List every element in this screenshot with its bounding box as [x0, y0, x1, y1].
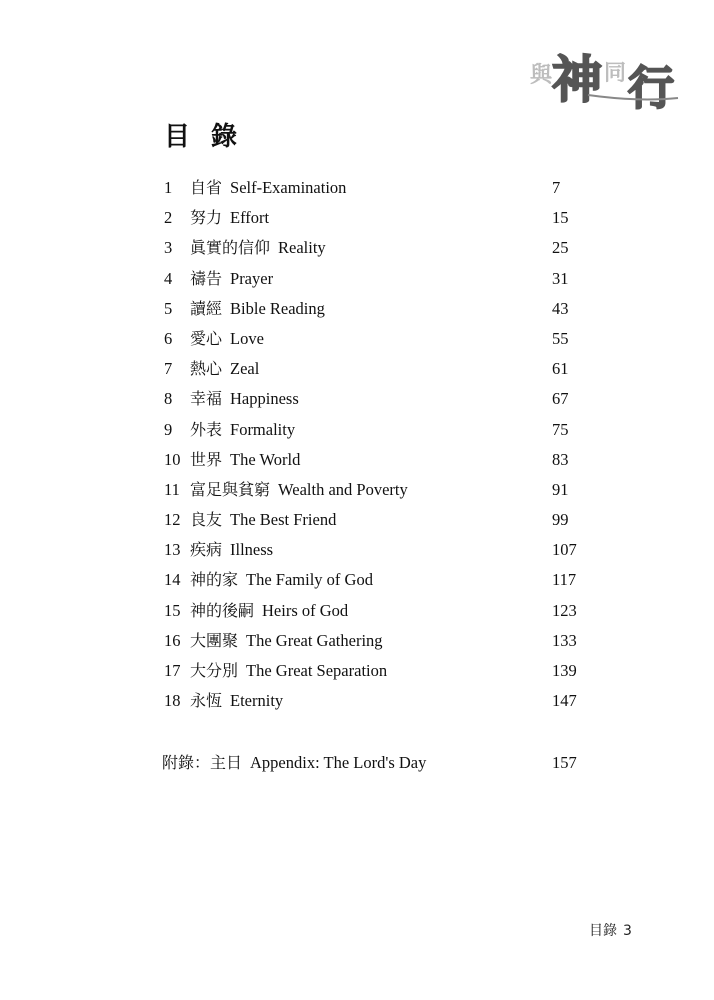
- entry-page: 91: [552, 479, 569, 499]
- toc-entry: [164, 297, 604, 327]
- entry-title-zh: 疾病: [190, 540, 223, 560]
- footer-label: 目錄: [589, 923, 617, 939]
- entry-title-zh: 大分別: [190, 661, 239, 680]
- entry-title-en: Love: [230, 328, 264, 348]
- toc-entry: [164, 357, 604, 387]
- page-footer: [589, 920, 632, 940]
- appendix-entry: [162, 751, 602, 777]
- entry-number: 5: [164, 298, 173, 318]
- entry-page: 15: [552, 208, 569, 228]
- toc-entry: [164, 478, 604, 508]
- entry-title-zh: 世界: [190, 449, 223, 469]
- entry-page: 83: [552, 449, 569, 469]
- book-logo: [528, 40, 688, 115]
- entry-number: 6: [164, 328, 173, 348]
- entry-title-zh: 愛心: [190, 328, 223, 348]
- entry-number: 9: [164, 419, 173, 439]
- entry-title-zh: 自省: [190, 178, 223, 197]
- entry-title-en: The Best Friend: [230, 510, 337, 530]
- entry-page: 61: [552, 359, 569, 379]
- entry-title-zh: 永恆: [190, 691, 223, 711]
- entry-title-zh: 讀經: [190, 298, 223, 318]
- appendix-title-en: Appendix: The Lord's Day: [250, 753, 427, 772]
- entry-number: 4: [164, 268, 173, 288]
- entry-page: 43: [552, 298, 569, 318]
- entry-title-en: Illness: [230, 540, 274, 560]
- entry-number: 12: [164, 510, 181, 530]
- entry-page: 133: [552, 630, 577, 650]
- entry-title-zh: 眞實的信仰: [190, 238, 271, 258]
- entry-number: 15: [164, 600, 181, 620]
- entry-title-zh: 富足與貧窮: [190, 479, 271, 499]
- entry-title-en: Heirs of God: [262, 600, 349, 620]
- logo-char-xing: 行: [628, 61, 674, 115]
- entry-page: 31: [552, 268, 569, 288]
- toc-entry: [164, 689, 604, 719]
- entry-title-zh: 良友: [190, 510, 223, 530]
- toc-entry: [164, 206, 604, 236]
- toc-entry: [164, 448, 604, 478]
- toc-entry: [164, 538, 604, 568]
- toc-list: [164, 176, 604, 719]
- entry-title-zh: 幸福: [190, 389, 223, 409]
- entry-title-zh: 禱告: [190, 268, 223, 288]
- entry-title-en: The World: [230, 449, 301, 469]
- entry-title-en: Zeal: [230, 359, 260, 379]
- toc-entry: [164, 327, 604, 357]
- toc-entry: [164, 418, 604, 448]
- logo-char-yu: 與: [530, 63, 553, 88]
- appendix-title-zh: 附錄：主日: [162, 753, 243, 772]
- entry-title-zh: 神的後嗣: [190, 600, 255, 620]
- entry-page: 123: [552, 600, 577, 620]
- entry-title-en: Wealth and Poverty: [278, 479, 408, 499]
- entry-title-en: Prayer: [230, 268, 274, 288]
- entry-title-zh: 外表: [190, 419, 223, 439]
- entry-number: 8: [164, 389, 173, 409]
- entry-page: 67: [552, 389, 569, 409]
- entry-page: 117: [552, 570, 577, 590]
- toc-entry: [164, 176, 604, 206]
- entry-page: 55: [552, 328, 569, 348]
- entry-number: 1: [164, 178, 173, 197]
- entry-number: 14: [164, 570, 181, 590]
- entry-number: 10: [164, 449, 181, 469]
- entry-title-en: Bible Reading: [230, 298, 325, 318]
- entry-number: 2: [164, 208, 173, 228]
- entry-page: 75: [552, 419, 569, 439]
- entry-number: 17: [164, 661, 181, 680]
- toc-entry: [164, 568, 604, 598]
- entry-number: 3: [164, 238, 173, 258]
- entry-page: 7: [552, 178, 561, 197]
- entry-title-en: Formality: [230, 419, 296, 439]
- entry-page: 99: [552, 510, 569, 530]
- logo-swoosh-icon: [528, 40, 688, 106]
- entry-number: 11: [164, 479, 180, 499]
- toc-entry: [164, 599, 604, 629]
- entry-page: 147: [552, 691, 577, 711]
- entry-title-zh: 努力: [190, 208, 223, 228]
- entry-page: 25: [552, 238, 569, 258]
- toc-entry: [164, 387, 604, 417]
- entry-number: 18: [164, 691, 181, 711]
- entry-title-en: The Great Separation: [246, 661, 388, 680]
- entry-title-en: The Family of God: [246, 570, 373, 590]
- entry-page: 139: [552, 661, 577, 680]
- entry-number: 13: [164, 540, 181, 560]
- entry-title-zh: 神的家: [190, 570, 239, 590]
- toc-entry: [164, 267, 604, 297]
- entry-title-zh: 熱心: [190, 359, 223, 379]
- toc-entry: [164, 236, 604, 266]
- footer-page-number: 3: [623, 923, 632, 939]
- toc-entry: [164, 629, 604, 659]
- entry-title-en: Eternity: [230, 691, 284, 711]
- entry-title-en: Happiness: [230, 389, 299, 409]
- entry-number: 16: [164, 630, 181, 650]
- entry-title-en: Reality: [278, 238, 326, 258]
- entry-title-en: Effort: [230, 208, 270, 228]
- logo-char-tong: 同: [604, 61, 627, 86]
- appendix-page: 157: [552, 753, 577, 772]
- toc-entry: [164, 659, 604, 689]
- entry-title-zh: 大團聚: [190, 630, 239, 650]
- entry-title-en: Self-Examination: [230, 178, 347, 197]
- entry-number: 7: [164, 359, 173, 379]
- page-title: 目 錄: [164, 122, 244, 152]
- toc-entry: [164, 508, 604, 538]
- entry-title-en: The Great Gathering: [246, 630, 383, 650]
- entry-page: 107: [552, 540, 577, 560]
- logo-char-shen: 神: [552, 51, 602, 109]
